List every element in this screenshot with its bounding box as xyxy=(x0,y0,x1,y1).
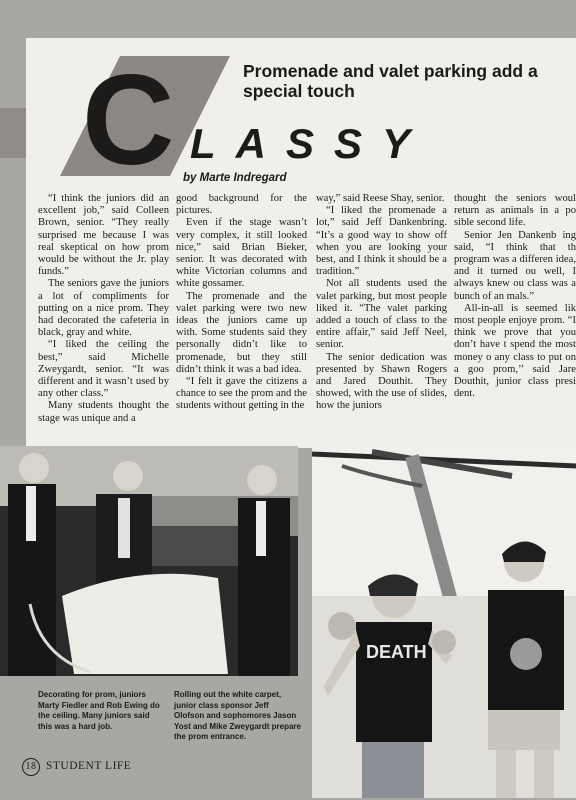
caption-left: Decorating for prom, juniors Marty Fiedler and Rob Ewing do the ceiling. Many juniors said this was a hard job. xyxy=(38,690,160,731)
paragraph: “I think the juniors did an excellent job,” said Colleen Brown, senior. “They really surprised me because I was real skeptical on how prom would be without the Jr. play funds.” xyxy=(38,193,169,278)
page-number: 18 xyxy=(22,758,40,776)
paragraph: “I felt it gave the citizens a chance to see the prom and the students without getting in the xyxy=(176,376,307,412)
section-name: STUDENT LIFE xyxy=(46,760,132,772)
byline: by Marte Indregard xyxy=(183,172,287,184)
paragraph: All-in-all is seemed lik most people enjoye prom. “I think we prove that you don’t have t spend the most money o any class to put on a goo prom,’’ said Jare Douthit, junior class presi dent. xyxy=(454,302,576,400)
photo-white-carpet xyxy=(0,446,298,676)
paragraph: The senior dedication was presented by Shawn Rogers and Jared Douthit. They showed, with the use of slides, how the juniors xyxy=(316,351,447,412)
photo-white-carpet-scene xyxy=(0,446,298,676)
white-carpet-roll xyxy=(62,574,228,674)
paragraph: The promenade and the valet parking were two new ideas the juniors came up with. Some students said they personally didn’t like to promenade, but they still didn’t think it was a bad idea. xyxy=(176,290,307,375)
article-column-2 xyxy=(176,193,307,445)
paragraph: “I liked the promenade a lot,” said Jeff Dankenbring. “It’s a good way to show off when you are looking your best, and I think it should be a tradition.” xyxy=(316,205,447,278)
person-left xyxy=(8,453,56,676)
paragraph: Not all students used the valet parking, but most people liked it. “The valet parking added a touch of class to the entire affair,” said Jeff Neel, senior. xyxy=(316,278,447,351)
headline: Promenade and valet parking add a special touch xyxy=(243,61,538,101)
paragraph: thought the seniors woul return as animals in a po sible second life. xyxy=(454,193,576,229)
photo-ceiling-decorating-scene xyxy=(312,446,576,798)
shirt-text: DEATH xyxy=(366,642,427,662)
article-column-1 xyxy=(38,193,169,445)
paragraph: way,” said Reese Shay, senior. xyxy=(316,193,445,204)
title-rest: LASSY xyxy=(190,120,431,167)
paragraph: Even if the stage wasn’t very complex, it still looked nice,” said Brian Bieker, senior. It was decorated with white Victorian columns and white gossamer. xyxy=(176,217,307,290)
photo-ceiling-decorating xyxy=(312,446,576,798)
title-initial: C xyxy=(82,56,175,176)
paragraph: “I liked the ceiling the best,” said Michelle Zweygardt, senior. “It was different and it wasn’t used by any other class.” xyxy=(38,339,169,400)
paragraph: Senior Jen Dankenb ing said, “I think that th program was a differen idea, and it turned ou well, I always knew ou class was a bunch of an mals.” xyxy=(454,229,576,302)
page-footer xyxy=(22,758,131,776)
article-column-4 xyxy=(454,193,576,445)
caption-right: Rolling out the white carpet, junior class sponsor Jeff Olofson and sophomores Jason Yost and Mike Zweygardt prepare the prom entrance. xyxy=(174,690,301,741)
article-column-3 xyxy=(316,193,447,445)
paragraph: Many students thought the stage was unique and a xyxy=(38,400,169,424)
paragraph: The seniors gave the juniors a lot of compliments for putting on a nice prom. They had decorated the cafeteria in black, gray and white. xyxy=(38,278,169,339)
paragraph: good background for the pictures. xyxy=(176,193,307,217)
